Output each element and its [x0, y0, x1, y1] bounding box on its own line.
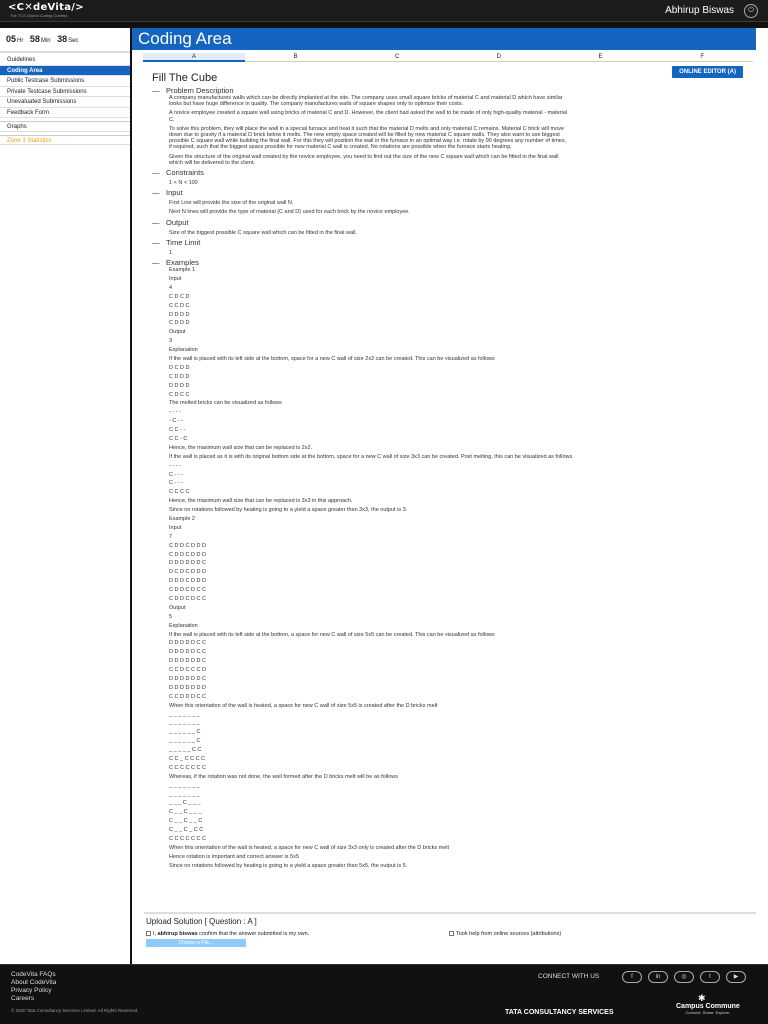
own-work-checkbox[interactable]: I, abhirup biswas confirm that the answer submitted is my own.	[146, 931, 309, 937]
example-line: C C - C	[169, 435, 188, 442]
example-line: Output	[169, 604, 186, 611]
example-line: If the wall is placed with its left side at the bottom, space for a new C wall of size 2x2 can be created. This can be visualized as follows	[169, 355, 495, 362]
example-line: If the wall is placed as it is with its original bottom side at the bottom, space for a new C wall of size 3x3 can be created. Post melting, this can be visualized as follows.	[169, 453, 574, 460]
section-text: A company manufactures walls which can be directly implanted at the site. The company uses small square bricks of material C and material D which have similar	[169, 95, 563, 101]
choose-file-button[interactable]: Choose a File...	[146, 939, 246, 947]
example-line: D D D D D D D	[169, 684, 206, 691]
tab-a[interactable]: A	[143, 53, 245, 62]
example-line: Example 1	[169, 267, 195, 274]
checkbox-icon[interactable]	[449, 931, 454, 936]
example-line: Whereas, if the rotation was not done, the wall formed after the D bricks melt will be as follows	[169, 773, 398, 780]
tab-d[interactable]: D	[448, 53, 550, 62]
problem-sections	[152, 86, 748, 256]
example-line: If the wall is placed with its left side at the bottom, a space for new C wall of size 5x5 can be created. This can be visualized as follows	[169, 631, 495, 638]
example-line: Hence, the maximum wall size that can be replaced is 3x3 in this approach.	[169, 498, 353, 505]
sidebar-item-private-testcase[interactable]: Private Testcase Submissions	[0, 87, 130, 98]
example-line: C _ _ C _ _ C	[169, 818, 203, 825]
example-line: _ _ _ _ _ _ _	[169, 791, 200, 798]
sidebar-item-coding-area[interactable]: Coding Area	[0, 66, 130, 77]
example-line: D D D D D D C	[169, 658, 206, 665]
sidebar	[0, 28, 130, 964]
main-panel	[132, 28, 768, 964]
sidebar-item-public-testcase[interactable]: Public Testcase Submissions	[0, 76, 130, 87]
example-line: D D D D D C C	[169, 649, 206, 656]
upload-heading: Upload Solution [ Question : A ]	[146, 917, 257, 926]
tab-c[interactable]: C	[346, 53, 448, 62]
sidebar-item-guidelines[interactable]: Guidelines	[0, 55, 130, 66]
example-line: Hence rotation is important and correct answer is 5x5	[169, 853, 299, 860]
example-line: 3	[169, 338, 173, 345]
example-line: 7	[169, 533, 173, 540]
section-text: Next N lines will provide the type of material (C and D) used for each brick by the novice employee.	[169, 209, 410, 216]
checkbox-icon[interactable]	[146, 931, 151, 936]
example-line: D C D D	[169, 364, 190, 371]
question-tabs	[143, 53, 753, 62]
example-line: _ _ _ _ _ C C	[169, 747, 202, 754]
section-text: if required, such that the biggest space possible for new material C wall is created. No rotations are possible when the furnace starts heating.	[169, 144, 512, 151]
facebook-icon[interactable]: f	[622, 971, 642, 983]
example-line: C D D D	[169, 320, 190, 327]
footer-link-faqs[interactable]: CodeVita FAQs	[11, 971, 56, 978]
linkedin-icon[interactable]: in	[648, 971, 668, 983]
countdown-timer: 05Hr 58Min 38Sec	[0, 28, 130, 53]
top-bar	[0, 0, 768, 22]
example-line: Since no rotations followed by heating is going to a yield a space greater than 5x5, the output is 5.	[169, 862, 408, 869]
sidebar-menu	[0, 55, 130, 145]
example-line: _ _ _ _ _ _ C	[169, 738, 201, 745]
example-line: _ _ _ C _ _ _	[169, 800, 201, 807]
example-line: When this orientation of the wall is heated, a space for new C wall of size 5x5 is created after the D bricks melt	[169, 702, 438, 709]
example-line: C C D D D C C	[169, 693, 206, 700]
campus-commune-logo: Campus Commune Connect. Share. Explore.	[676, 1003, 740, 1015]
sidebar-item-feedback[interactable]: Feedback Form	[0, 108, 130, 119]
tab-b[interactable]: B	[245, 53, 347, 62]
copyright: © 2020 Tata Consultancy Services Limited. All Rights Reserved.	[11, 1008, 139, 1013]
example-line: D D D D D D C	[169, 676, 206, 683]
example-line: C D D C D C C	[169, 596, 206, 602]
tab-f[interactable]: F	[651, 53, 753, 62]
example-line: Explanation	[169, 347, 198, 354]
example-line: C C D C	[169, 302, 190, 309]
section-header[interactable]: — Output	[152, 217, 189, 227]
example-line: _ _ _ _ _ _ _	[169, 711, 200, 718]
collapse-icon[interactable]: —	[152, 237, 160, 247]
footer-link-careers[interactable]: Careers	[11, 995, 35, 1002]
example-line: C D C D	[169, 293, 190, 300]
user-name[interactable]: Abhirup Biswas	[665, 5, 734, 16]
collapse-icon[interactable]: —	[152, 168, 160, 178]
example-line: C - - -	[169, 471, 184, 478]
online-help-checkbox[interactable]: Took help from online sources (attributions)	[449, 931, 561, 937]
section-text: possible C square wall while building the final wall. For this they will position the wall in the furnace in an optimal way i.e. rotate by 90 degrees any number of times,	[169, 138, 567, 145]
connect-label: CONNECT WITH US	[538, 973, 600, 980]
example-line: C _ _ C _ _ _	[169, 809, 202, 816]
online-editor-button[interactable]: ONLINE EDITOR (A)	[672, 66, 743, 78]
section-examples[interactable]: — Examples	[152, 258, 199, 268]
example-line: C D C C	[169, 391, 190, 398]
examples-body	[152, 267, 748, 872]
example-line: Example 2	[169, 515, 195, 522]
example-line: D C D C D D D	[169, 569, 206, 576]
example-line: C C D C C C D	[169, 667, 206, 674]
example-line: D D D C D D D	[169, 578, 206, 585]
section-text: which will be delivered to the client.	[169, 159, 255, 166]
example-line: D D D D	[169, 382, 190, 389]
upload-section	[144, 912, 756, 946]
example-line: 4	[169, 284, 173, 291]
section-text: C.	[169, 116, 175, 123]
codevita-logo[interactable]: <C✕deVita/>	[8, 2, 84, 13]
collapse-icon[interactable]: —	[152, 188, 160, 198]
footer-link-privacy[interactable]: Privacy Policy	[11, 987, 52, 994]
collapse-icon[interactable]: —	[152, 258, 160, 268]
timer-seconds: 38	[57, 34, 68, 44]
section-header[interactable]: — Time Limit	[152, 237, 201, 247]
example-line: C D D D	[169, 373, 190, 380]
example-line: D D D D D C C	[169, 640, 206, 647]
section-text: To solve this problem, they will place the wall in a special furnace and heat it such that the material D melts and only material C remains. Material C brick will move	[169, 125, 564, 132]
example-line: Explanation	[169, 622, 198, 629]
tcs-logo: TATA CONSULTANCY SERVICES	[505, 1009, 614, 1016]
power-icon[interactable]: ⏻	[744, 4, 758, 18]
example-line: Input	[169, 275, 182, 282]
section-text: 1 < N < 100	[169, 180, 198, 187]
collapse-icon[interactable]: —	[152, 217, 160, 227]
section-header[interactable]: — Problem Description	[152, 86, 234, 95]
example-line: D D D D D D C	[169, 560, 206, 567]
campus-commune-icon: ✱	[698, 993, 706, 1003]
section-header[interactable]: — Input	[152, 188, 183, 198]
coding-area-banner	[132, 28, 756, 50]
example-line: C - - -	[169, 480, 184, 487]
section-text: looks but have huge difference in quality. The company manufactures walls of square shapes only to optimize their costs.	[169, 101, 464, 108]
example-line: D D D D	[169, 311, 190, 318]
example-line: Hence, the maximum wall size that can be replaced is 2x2.	[169, 444, 313, 451]
page-title: Coding Area	[138, 29, 232, 48]
youtube-icon[interactable]: ▶	[726, 971, 746, 983]
example-line: When this orientation of the wall is heated, a space for new C wall of size 3x3 only is created after the D bricks melt	[169, 844, 450, 851]
example-line: C C C C C C C	[169, 836, 206, 843]
example-line: Since no rotations followed by heating is going to a yield a space greater than 3x3, the output is 3.	[169, 507, 408, 514]
footer	[0, 964, 768, 1024]
timer-minutes: 58	[29, 34, 40, 44]
problem-title: Fill The Cube	[152, 72, 218, 84]
example-line: - - - -	[169, 409, 181, 416]
example-line: C C _ C C C C	[169, 756, 206, 763]
timer-hours: 05	[6, 34, 17, 44]
section-text: down due to gravity if a material D brick below it melts. The new empty space created will be filled by new material C square walls. They also want to use biggest	[169, 132, 560, 139]
example-line: C C C C	[169, 489, 190, 496]
footer-links	[11, 971, 56, 1003]
sidebar-item-zone-stats[interactable]: Zone 1 Statistics	[0, 135, 130, 146]
example-line: 5	[169, 613, 173, 620]
section-text: Size of the biggest possible C square wall which can be fitted in the final wall.	[169, 229, 358, 236]
section-text: First Line will provide the size of the original wall N.	[169, 200, 294, 207]
sidebar-item-unevaluated[interactable]: Unevaluated Submissions	[0, 97, 130, 108]
example-line: C _ _ C _ C C	[169, 827, 204, 834]
sidebar-item-graphs[interactable]: Graphs	[0, 121, 130, 132]
example-line: C D D C D C C	[169, 587, 206, 594]
example-line: Output	[169, 329, 186, 336]
footer-link-about[interactable]: About CodeVita	[11, 979, 57, 986]
example-line: C C - -	[169, 427, 186, 434]
social-links	[622, 971, 746, 983]
section-text: 1	[169, 249, 173, 256]
example-line: - - - -	[169, 462, 181, 469]
example-line: _ _ _ _ _ _ C	[169, 729, 201, 736]
collapse-icon[interactable]: —	[152, 86, 160, 95]
problem-content	[152, 66, 748, 872]
tab-e[interactable]: E	[550, 53, 652, 62]
example-line: - C - -	[169, 418, 184, 425]
example-line: _ _ _ _ _ _ _	[169, 720, 200, 727]
example-line: The melted bricks can be visualized as follows	[169, 400, 282, 407]
example-line: Input	[169, 524, 182, 531]
example-line: C C C C C C C	[169, 764, 206, 771]
example-line: C D D C D D D	[169, 551, 206, 558]
section-text: A novice employee created a square wall using bricks of material C and D. However, the client had asked the wall to be made of only high-quality material - material	[169, 110, 568, 117]
twitter-icon[interactable]: t	[700, 971, 720, 983]
section-header[interactable]: — Constraints	[152, 168, 204, 178]
section-text: Given the structure of the original wall created by the novice employee, you need to find out the size of the new C square wall which can be fitted in the final wall	[169, 153, 559, 160]
instagram-icon[interactable]: ◎	[674, 971, 694, 983]
logo-subtitle: The TCS Global Coding Contest	[10, 13, 68, 18]
example-line: _ _ _ _ _ _ _	[169, 782, 200, 789]
example-line: C D D C D D D	[169, 542, 206, 549]
